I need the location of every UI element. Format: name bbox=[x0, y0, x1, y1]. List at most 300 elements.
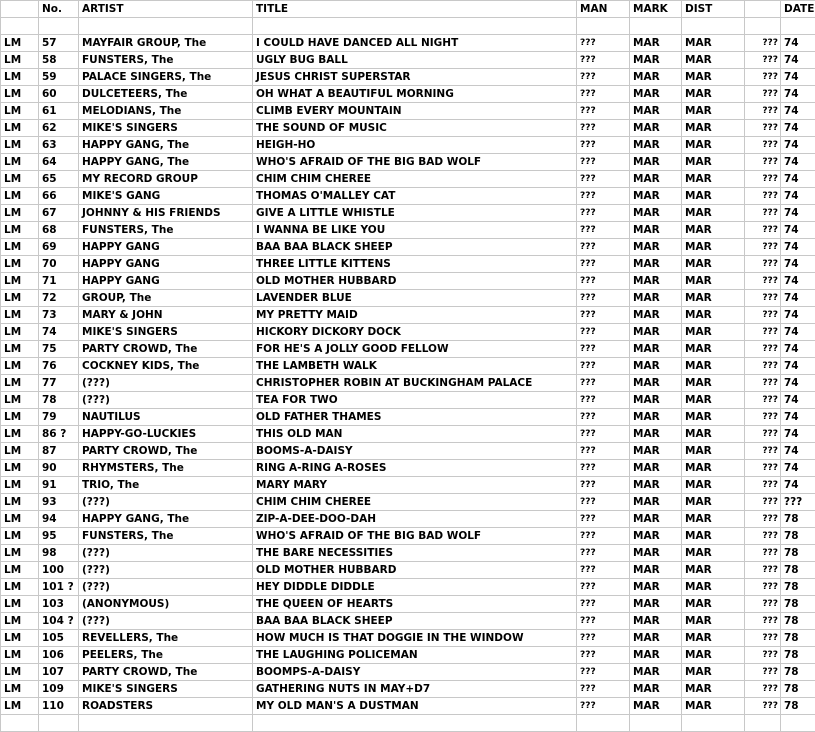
cell-date: 78 bbox=[781, 579, 815, 596]
cell-artist: MY RECORD GROUP bbox=[79, 171, 253, 188]
cell-label: LM bbox=[1, 358, 39, 375]
cell-artist: HAPPY GANG, The bbox=[79, 137, 253, 154]
cell-artist: HAPPY GANG bbox=[79, 256, 253, 273]
cell-no: 105 bbox=[39, 630, 79, 647]
cell-no: 71 bbox=[39, 273, 79, 290]
cell-date: 74 bbox=[781, 443, 815, 460]
cell-no: 91 bbox=[39, 477, 79, 494]
cell-man: ??? bbox=[577, 698, 630, 715]
cell-dist: MAR bbox=[682, 698, 745, 715]
cell-man: ??? bbox=[577, 205, 630, 222]
cell-man: ??? bbox=[577, 86, 630, 103]
cell-man: ??? bbox=[577, 681, 630, 698]
cell-title: THE LAUGHING POLICEMAN bbox=[253, 647, 577, 664]
cell-title: OLD MOTHER HUBBARD bbox=[253, 562, 577, 579]
cell-date: 78 bbox=[781, 545, 815, 562]
cell-mark: MAR bbox=[630, 103, 682, 120]
cell-dist: MAR bbox=[682, 273, 745, 290]
cell-mark: MAR bbox=[630, 494, 682, 511]
cell-artist: HAPPY GANG, The bbox=[79, 511, 253, 528]
cell-query: ??? bbox=[745, 86, 781, 103]
cell-query: ??? bbox=[745, 647, 781, 664]
cell-man: ??? bbox=[577, 630, 630, 647]
cell-mark: MAR bbox=[630, 86, 682, 103]
cell-title: CLIMB EVERY MOUNTAIN bbox=[253, 103, 577, 120]
cell-man: ??? bbox=[577, 392, 630, 409]
blank-cell bbox=[781, 18, 815, 35]
cell-man: ??? bbox=[577, 52, 630, 69]
cell-title: BOOMS-A-DAISY bbox=[253, 443, 577, 460]
table-row bbox=[1, 341, 815, 358]
cell-man: ??? bbox=[577, 120, 630, 137]
cell-man: ??? bbox=[577, 664, 630, 681]
cell-mark: MAR bbox=[630, 324, 682, 341]
cell-title: HEY DIDDLE DIDDLE bbox=[253, 579, 577, 596]
cell-date: 74 bbox=[781, 137, 815, 154]
cell-artist: MELODIANS, The bbox=[79, 103, 253, 120]
cell-date: 74 bbox=[781, 86, 815, 103]
cell-no: 86 ? bbox=[39, 426, 79, 443]
cell-dist: MAR bbox=[682, 511, 745, 528]
cell-title: GATHERING NUTS IN MAY+D7 bbox=[253, 681, 577, 698]
cell-dist: MAR bbox=[682, 205, 745, 222]
cell-dist: MAR bbox=[682, 647, 745, 664]
cell-artist: ROADSTERS bbox=[79, 698, 253, 715]
table-row bbox=[1, 120, 815, 137]
cell-mark: MAR bbox=[630, 205, 682, 222]
cell-artist: (???) bbox=[79, 613, 253, 630]
cell-label: LM bbox=[1, 52, 39, 69]
cell-date: 74 bbox=[781, 239, 815, 256]
cell-label: LM bbox=[1, 681, 39, 698]
cell-dist: MAR bbox=[682, 52, 745, 69]
cell-artist: MAYFAIR GROUP, The bbox=[79, 35, 253, 52]
cell-label: LM bbox=[1, 664, 39, 681]
cell-query: ??? bbox=[745, 426, 781, 443]
cell-title: HICKORY DICKORY DOCK bbox=[253, 324, 577, 341]
cell-mark: MAR bbox=[630, 273, 682, 290]
cell-man: ??? bbox=[577, 239, 630, 256]
blank-cell bbox=[745, 715, 781, 732]
cell-no: 70 bbox=[39, 256, 79, 273]
cell-label: LM bbox=[1, 290, 39, 307]
blank-cell bbox=[682, 18, 745, 35]
cell-mark: MAR bbox=[630, 647, 682, 664]
cell-label: LM bbox=[1, 256, 39, 273]
cell-man: ??? bbox=[577, 375, 630, 392]
cell-man: ??? bbox=[577, 562, 630, 579]
cell-label: LM bbox=[1, 137, 39, 154]
cell-man: ??? bbox=[577, 307, 630, 324]
cell-dist: MAR bbox=[682, 409, 745, 426]
header-mark: MARK bbox=[630, 1, 682, 18]
cell-label: LM bbox=[1, 613, 39, 630]
cell-label: LM bbox=[1, 69, 39, 86]
cell-no: 98 bbox=[39, 545, 79, 562]
cell-label: LM bbox=[1, 494, 39, 511]
cell-date: 74 bbox=[781, 103, 815, 120]
cell-label: LM bbox=[1, 460, 39, 477]
cell-dist: MAR bbox=[682, 290, 745, 307]
cell-title: MY OLD MAN'S A DUSTMAN bbox=[253, 698, 577, 715]
cell-date: 78 bbox=[781, 664, 815, 681]
cell-artist: HAPPY GANG bbox=[79, 273, 253, 290]
cell-query: ??? bbox=[745, 613, 781, 630]
table-body bbox=[1, 35, 815, 715]
cell-mark: MAR bbox=[630, 392, 682, 409]
cell-dist: MAR bbox=[682, 358, 745, 375]
cell-man: ??? bbox=[577, 69, 630, 86]
cell-query: ??? bbox=[745, 375, 781, 392]
cell-label: LM bbox=[1, 392, 39, 409]
cell-date: 74 bbox=[781, 154, 815, 171]
cell-label: LM bbox=[1, 188, 39, 205]
cell-date: 74 bbox=[781, 324, 815, 341]
table-row bbox=[1, 409, 815, 426]
cell-label: LM bbox=[1, 443, 39, 460]
cell-mark: MAR bbox=[630, 596, 682, 613]
table-row bbox=[1, 596, 815, 613]
cell-dist: MAR bbox=[682, 120, 745, 137]
cell-mark: MAR bbox=[630, 137, 682, 154]
cell-man: ??? bbox=[577, 528, 630, 545]
header-man: MAN bbox=[577, 1, 630, 18]
cell-query: ??? bbox=[745, 477, 781, 494]
cell-query: ??? bbox=[745, 698, 781, 715]
cell-label: LM bbox=[1, 324, 39, 341]
cell-label: LM bbox=[1, 171, 39, 188]
cell-query: ??? bbox=[745, 239, 781, 256]
cell-artist: COCKNEY KIDS, The bbox=[79, 358, 253, 375]
cell-query: ??? bbox=[745, 460, 781, 477]
table-row bbox=[1, 290, 815, 307]
cell-date: 74 bbox=[781, 375, 815, 392]
cell-query: ??? bbox=[745, 562, 781, 579]
table-row bbox=[1, 630, 815, 647]
cell-label: LM bbox=[1, 307, 39, 324]
table-row bbox=[1, 647, 815, 664]
cell-man: ??? bbox=[577, 409, 630, 426]
cell-no: 60 bbox=[39, 86, 79, 103]
cell-label: LM bbox=[1, 409, 39, 426]
cell-man: ??? bbox=[577, 545, 630, 562]
cell-no: 77 bbox=[39, 375, 79, 392]
cell-title: FOR HE'S A JOLLY GOOD FELLOW bbox=[253, 341, 577, 358]
table-row bbox=[1, 392, 815, 409]
cell-no: 107 bbox=[39, 664, 79, 681]
cell-query: ??? bbox=[745, 324, 781, 341]
cell-date: 78 bbox=[781, 596, 815, 613]
cell-label: LM bbox=[1, 596, 39, 613]
cell-artist: PARTY CROWD, The bbox=[79, 443, 253, 460]
cell-title: JESUS CHRIST SUPERSTAR bbox=[253, 69, 577, 86]
cell-label: LM bbox=[1, 562, 39, 579]
cell-man: ??? bbox=[577, 103, 630, 120]
cell-date: 74 bbox=[781, 120, 815, 137]
cell-no: 72 bbox=[39, 290, 79, 307]
cell-artist: (ANONYMOUS) bbox=[79, 596, 253, 613]
cell-query: ??? bbox=[745, 579, 781, 596]
cell-no: 62 bbox=[39, 120, 79, 137]
cell-dist: MAR bbox=[682, 596, 745, 613]
cell-title: LAVENDER BLUE bbox=[253, 290, 577, 307]
table-row bbox=[1, 324, 815, 341]
blank-cell bbox=[577, 18, 630, 35]
cell-title: OLD FATHER THAMES bbox=[253, 409, 577, 426]
cell-dist: MAR bbox=[682, 562, 745, 579]
cell-man: ??? bbox=[577, 647, 630, 664]
cell-date: 74 bbox=[781, 205, 815, 222]
header-title: TITLE bbox=[253, 1, 577, 18]
cell-title: OLD MOTHER HUBBARD bbox=[253, 273, 577, 290]
cell-title: BAA BAA BLACK SHEEP bbox=[253, 613, 577, 630]
table-row bbox=[1, 613, 815, 630]
cell-date: 74 bbox=[781, 273, 815, 290]
table-row bbox=[1, 545, 815, 562]
cell-man: ??? bbox=[577, 579, 630, 596]
cell-dist: MAR bbox=[682, 69, 745, 86]
cell-dist: MAR bbox=[682, 375, 745, 392]
cell-artist: (???) bbox=[79, 375, 253, 392]
cell-query: ??? bbox=[745, 52, 781, 69]
cell-title: ZIP-A-DEE-DOO-DAH bbox=[253, 511, 577, 528]
cell-title: RING A-RING A-ROSES bbox=[253, 460, 577, 477]
cell-no: 63 bbox=[39, 137, 79, 154]
table-row bbox=[1, 154, 815, 171]
cell-label: LM bbox=[1, 239, 39, 256]
blank-cell bbox=[577, 715, 630, 732]
cell-label: LM bbox=[1, 103, 39, 120]
cell-dist: MAR bbox=[682, 426, 745, 443]
cell-date: 74 bbox=[781, 460, 815, 477]
cell-query: ??? bbox=[745, 664, 781, 681]
table-row bbox=[1, 239, 815, 256]
cell-query: ??? bbox=[745, 528, 781, 545]
cell-no: 100 bbox=[39, 562, 79, 579]
cell-query: ??? bbox=[745, 188, 781, 205]
cell-dist: MAR bbox=[682, 579, 745, 596]
cell-no: 73 bbox=[39, 307, 79, 324]
table-row bbox=[1, 477, 815, 494]
blank-cell bbox=[630, 18, 682, 35]
cell-man: ??? bbox=[577, 290, 630, 307]
cell-label: LM bbox=[1, 647, 39, 664]
header-dist: DIST bbox=[682, 1, 745, 18]
cell-title: THIS OLD MAN bbox=[253, 426, 577, 443]
cell-dist: MAR bbox=[682, 613, 745, 630]
cell-title: HOW MUCH IS THAT DOGGIE IN THE WINDOW bbox=[253, 630, 577, 647]
cell-dist: MAR bbox=[682, 664, 745, 681]
table-row bbox=[1, 511, 815, 528]
cell-title: MARY MARY bbox=[253, 477, 577, 494]
cell-mark: MAR bbox=[630, 375, 682, 392]
cell-no: 95 bbox=[39, 528, 79, 545]
table-row bbox=[1, 256, 815, 273]
cell-no: 74 bbox=[39, 324, 79, 341]
cell-query: ??? bbox=[745, 596, 781, 613]
cell-title: OH WHAT A BEAUTIFUL MORNING bbox=[253, 86, 577, 103]
cell-query: ??? bbox=[745, 443, 781, 460]
cell-label: LM bbox=[1, 222, 39, 239]
cell-label: LM bbox=[1, 205, 39, 222]
cell-mark: MAR bbox=[630, 188, 682, 205]
header-date: DATE bbox=[781, 1, 815, 18]
table-row bbox=[1, 103, 815, 120]
cell-dist: MAR bbox=[682, 86, 745, 103]
table-row bbox=[1, 562, 815, 579]
cell-title: CHIM CHIM CHEREE bbox=[253, 494, 577, 511]
cell-no: 103 bbox=[39, 596, 79, 613]
cell-date: 78 bbox=[781, 630, 815, 647]
blank-cell bbox=[781, 715, 815, 732]
cell-dist: MAR bbox=[682, 460, 745, 477]
cell-man: ??? bbox=[577, 324, 630, 341]
cell-artist: HAPPY GANG, The bbox=[79, 154, 253, 171]
table-row bbox=[1, 528, 815, 545]
cell-man: ??? bbox=[577, 460, 630, 477]
cell-title: UGLY BUG BALL bbox=[253, 52, 577, 69]
cell-man: ??? bbox=[577, 273, 630, 290]
header-row bbox=[1, 1, 815, 18]
table-row bbox=[1, 494, 815, 511]
cell-mark: MAR bbox=[630, 426, 682, 443]
cell-label: LM bbox=[1, 545, 39, 562]
cell-mark: MAR bbox=[630, 562, 682, 579]
cell-artist: MIKE'S SINGERS bbox=[79, 324, 253, 341]
blank-cell bbox=[1, 18, 39, 35]
cell-mark: MAR bbox=[630, 511, 682, 528]
table-row bbox=[1, 35, 815, 52]
cell-title: THREE LITTLE KITTENS bbox=[253, 256, 577, 273]
blank-cell bbox=[39, 715, 79, 732]
cell-no: 110 bbox=[39, 698, 79, 715]
cell-title: CHIM CHIM CHEREE bbox=[253, 171, 577, 188]
cell-date: ??? bbox=[781, 494, 815, 511]
cell-man: ??? bbox=[577, 494, 630, 511]
cell-artist: (???) bbox=[79, 562, 253, 579]
cell-no: 101 ? bbox=[39, 579, 79, 596]
cell-date: 74 bbox=[781, 256, 815, 273]
cell-no: 59 bbox=[39, 69, 79, 86]
cell-title: THOMAS O'MALLEY CAT bbox=[253, 188, 577, 205]
cell-artist: FUNSTERS, The bbox=[79, 528, 253, 545]
table-row bbox=[1, 222, 815, 239]
header-no: No. bbox=[39, 1, 79, 18]
cell-label: LM bbox=[1, 630, 39, 647]
cell-date: 78 bbox=[781, 698, 815, 715]
cell-artist: FUNSTERS, The bbox=[79, 52, 253, 69]
cell-query: ??? bbox=[745, 171, 781, 188]
cell-date: 78 bbox=[781, 562, 815, 579]
cell-artist: FUNSTERS, The bbox=[79, 222, 253, 239]
cell-mark: MAR bbox=[630, 154, 682, 171]
cell-query: ??? bbox=[745, 358, 781, 375]
cell-artist: PALACE SINGERS, The bbox=[79, 69, 253, 86]
cell-date: 74 bbox=[781, 477, 815, 494]
cell-date: 74 bbox=[781, 69, 815, 86]
cell-artist: JOHNNY & HIS FRIENDS bbox=[79, 205, 253, 222]
cell-dist: MAR bbox=[682, 341, 745, 358]
cell-date: 78 bbox=[781, 613, 815, 630]
cell-mark: MAR bbox=[630, 307, 682, 324]
cell-label: LM bbox=[1, 426, 39, 443]
cell-artist: (???) bbox=[79, 392, 253, 409]
cell-mark: MAR bbox=[630, 477, 682, 494]
cell-title: CHRISTOPHER ROBIN AT BUCKINGHAM PALACE bbox=[253, 375, 577, 392]
cell-mark: MAR bbox=[630, 698, 682, 715]
cell-no: 68 bbox=[39, 222, 79, 239]
cell-artist: PARTY CROWD, The bbox=[79, 664, 253, 681]
cell-man: ??? bbox=[577, 426, 630, 443]
table-row bbox=[1, 273, 815, 290]
cell-query: ??? bbox=[745, 222, 781, 239]
cell-no: 109 bbox=[39, 681, 79, 698]
cell-no: 58 bbox=[39, 52, 79, 69]
cell-no: 87 bbox=[39, 443, 79, 460]
cell-mark: MAR bbox=[630, 579, 682, 596]
table-row bbox=[1, 664, 815, 681]
cell-artist: HAPPY-GO-LUCKIES bbox=[79, 426, 253, 443]
table-row bbox=[1, 460, 815, 477]
cell-label: LM bbox=[1, 341, 39, 358]
cell-mark: MAR bbox=[630, 69, 682, 86]
header-artist: ARTIST bbox=[79, 1, 253, 18]
blank-cell bbox=[682, 715, 745, 732]
cell-artist: HAPPY GANG bbox=[79, 239, 253, 256]
cell-date: 78 bbox=[781, 681, 815, 698]
cell-man: ??? bbox=[577, 358, 630, 375]
blank-cell bbox=[745, 18, 781, 35]
cell-date: 74 bbox=[781, 409, 815, 426]
table-row bbox=[1, 426, 815, 443]
cell-label: LM bbox=[1, 477, 39, 494]
cell-dist: MAR bbox=[682, 171, 745, 188]
cell-no: 93 bbox=[39, 494, 79, 511]
cell-title: WHO'S AFRAID OF THE BIG BAD WOLF bbox=[253, 154, 577, 171]
blank-cell bbox=[253, 715, 577, 732]
cell-date: 74 bbox=[781, 52, 815, 69]
cell-title: MY PRETTY MAID bbox=[253, 307, 577, 324]
cell-mark: MAR bbox=[630, 545, 682, 562]
cell-no: 79 bbox=[39, 409, 79, 426]
cell-man: ??? bbox=[577, 137, 630, 154]
cell-dist: MAR bbox=[682, 494, 745, 511]
cell-mark: MAR bbox=[630, 341, 682, 358]
cell-label: LM bbox=[1, 698, 39, 715]
blank-cell bbox=[79, 18, 253, 35]
cell-label: LM bbox=[1, 86, 39, 103]
cell-date: 74 bbox=[781, 290, 815, 307]
cell-query: ??? bbox=[745, 103, 781, 120]
cell-query: ??? bbox=[745, 154, 781, 171]
table-row bbox=[1, 205, 815, 222]
cell-man: ??? bbox=[577, 256, 630, 273]
cell-dist: MAR bbox=[682, 324, 745, 341]
cell-mark: MAR bbox=[630, 52, 682, 69]
cell-mark: MAR bbox=[630, 256, 682, 273]
table-row bbox=[1, 188, 815, 205]
cell-dist: MAR bbox=[682, 239, 745, 256]
cell-title: BOOMPS-A-DAISY bbox=[253, 664, 577, 681]
cell-man: ??? bbox=[577, 477, 630, 494]
cell-mark: MAR bbox=[630, 443, 682, 460]
cell-query: ??? bbox=[745, 630, 781, 647]
cell-label: LM bbox=[1, 375, 39, 392]
cell-label: LM bbox=[1, 511, 39, 528]
table-row bbox=[1, 443, 815, 460]
blank-cell bbox=[253, 18, 577, 35]
cell-mark: MAR bbox=[630, 681, 682, 698]
